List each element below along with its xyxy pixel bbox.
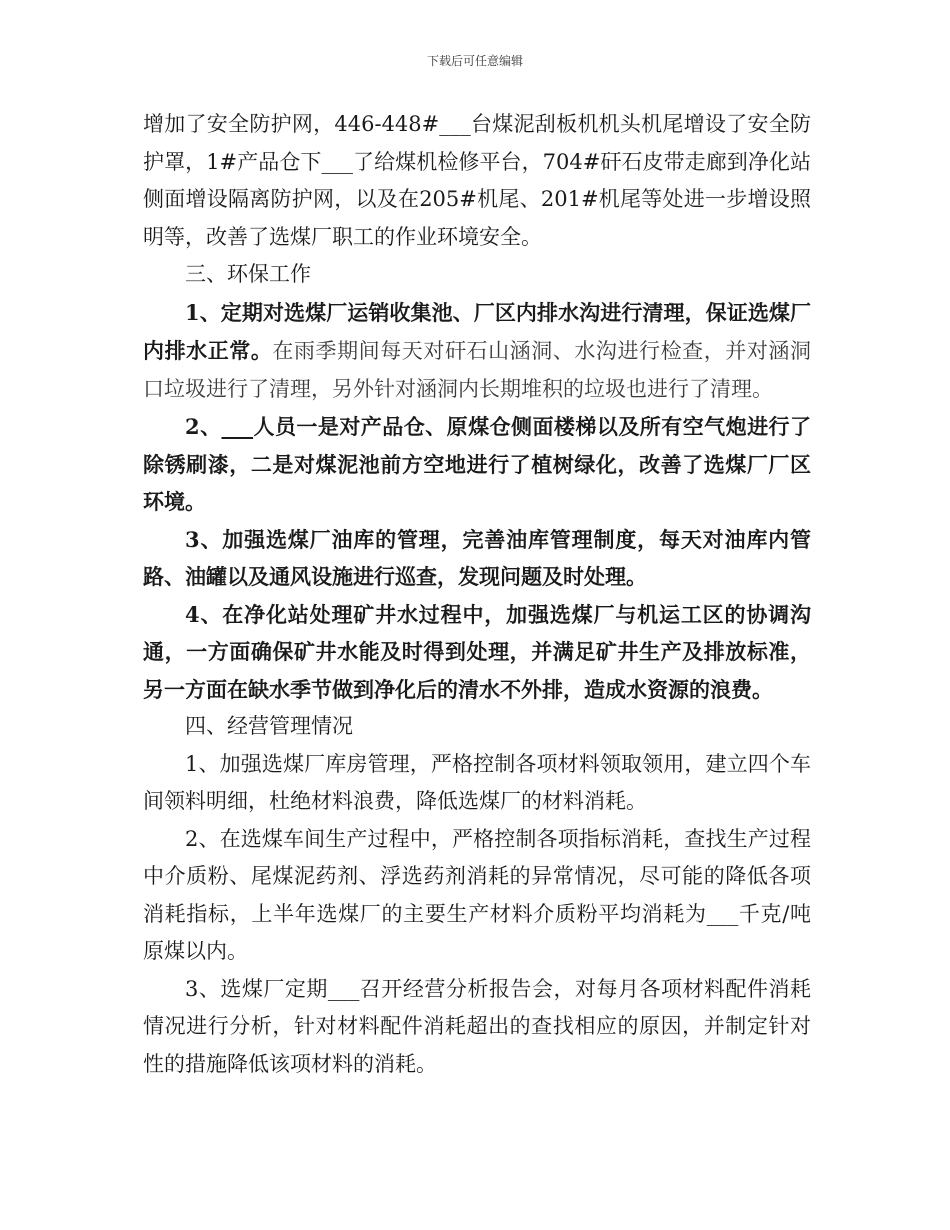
section-heading-environmental: 三、环保工作 bbox=[185, 262, 311, 286]
paragraph-env-item-4: 4、在净化站处理矿井水过程中，加强选煤厂与机运工区的协调沟通，一方面确保矿井水能及时得到处理，并满足矿井生产及排放标准，另一方面在缺水季节做到净化后的清水不外排，造成水资源的浪费。 bbox=[143, 601, 811, 702]
paragraph-env-item-2: 2、___人员一是对产品仓、原煤仓侧面楼梯以及所有空气炮进行了除锈刷漆，二是对煤泥池前方空地进行了植树绿化，改善了选煤厂厂区环境。 bbox=[143, 414, 811, 514]
section-heading-management: 四、经营管理情况 bbox=[185, 714, 353, 738]
paragraph-env-item-3: 3、加强选煤厂油库的管理，完善油库管理制度，每天对油库内管路、油罐以及通风设施进行巡查，发现问题及时处理。 bbox=[143, 526, 811, 589]
paragraph-env-item-1-rest: 在雨季期间每天对矸石山涵洞、水沟进行检查，并对涵洞口垃圾进行了清理，另外针对涵洞内长期堆积的垃圾也进行了清理。 bbox=[143, 339, 812, 401]
paragraph-env-item-1 bbox=[143, 294, 811, 409]
paragraph-mgmt-item-1: 1、加强选煤厂库房管理，严格控制各项材料领取领用，建立四个车间领料明细，杜绝材料浪费，降低选煤厂的材料消耗。 bbox=[143, 751, 811, 813]
paragraph-mgmt-item-2: 2、在选煤车间生产过程中，严格控制各项指标消耗，查找生产过程中介质粉、尾煤泥药剂、浮选药剂消耗的异常情况，尽可能的降低各项消耗指标，上半年选煤厂的主要生产材料介质粉平均消耗为___千克/吨原煤以内。 bbox=[143, 826, 811, 963]
paragraph-safety-continuation: 增加了安全防护网，446-448#___台煤泥刮板机机头机尾增设了安全防护罩，1#产品仓下___了给煤机检修平台，704#矸石皮带走廊到净化站侧面增设隔离防护网，以及在205#机尾、201#机尾等处进一步增设照明等，改善了选煤厂职工的作业环境安全。 bbox=[143, 112, 811, 249]
paragraph-mgmt-item-3: 3、选煤厂定期___召开经营分析报告会，对每月各项材料配件消耗情况进行分析，针对材料配件消耗超出的查找相应的原因，并制定针对性的措施降低该项材料的消耗。 bbox=[143, 976, 811, 1076]
page-header-note: 下载后可任意编辑 bbox=[426, 54, 523, 68]
paragraph-env-item-1-lead: 1、定期对选煤厂运销收集池、厂区内排水沟进行清理，保证选煤厂内排水正常。 bbox=[143, 299, 811, 363]
document-body bbox=[143, 106, 811, 1083]
